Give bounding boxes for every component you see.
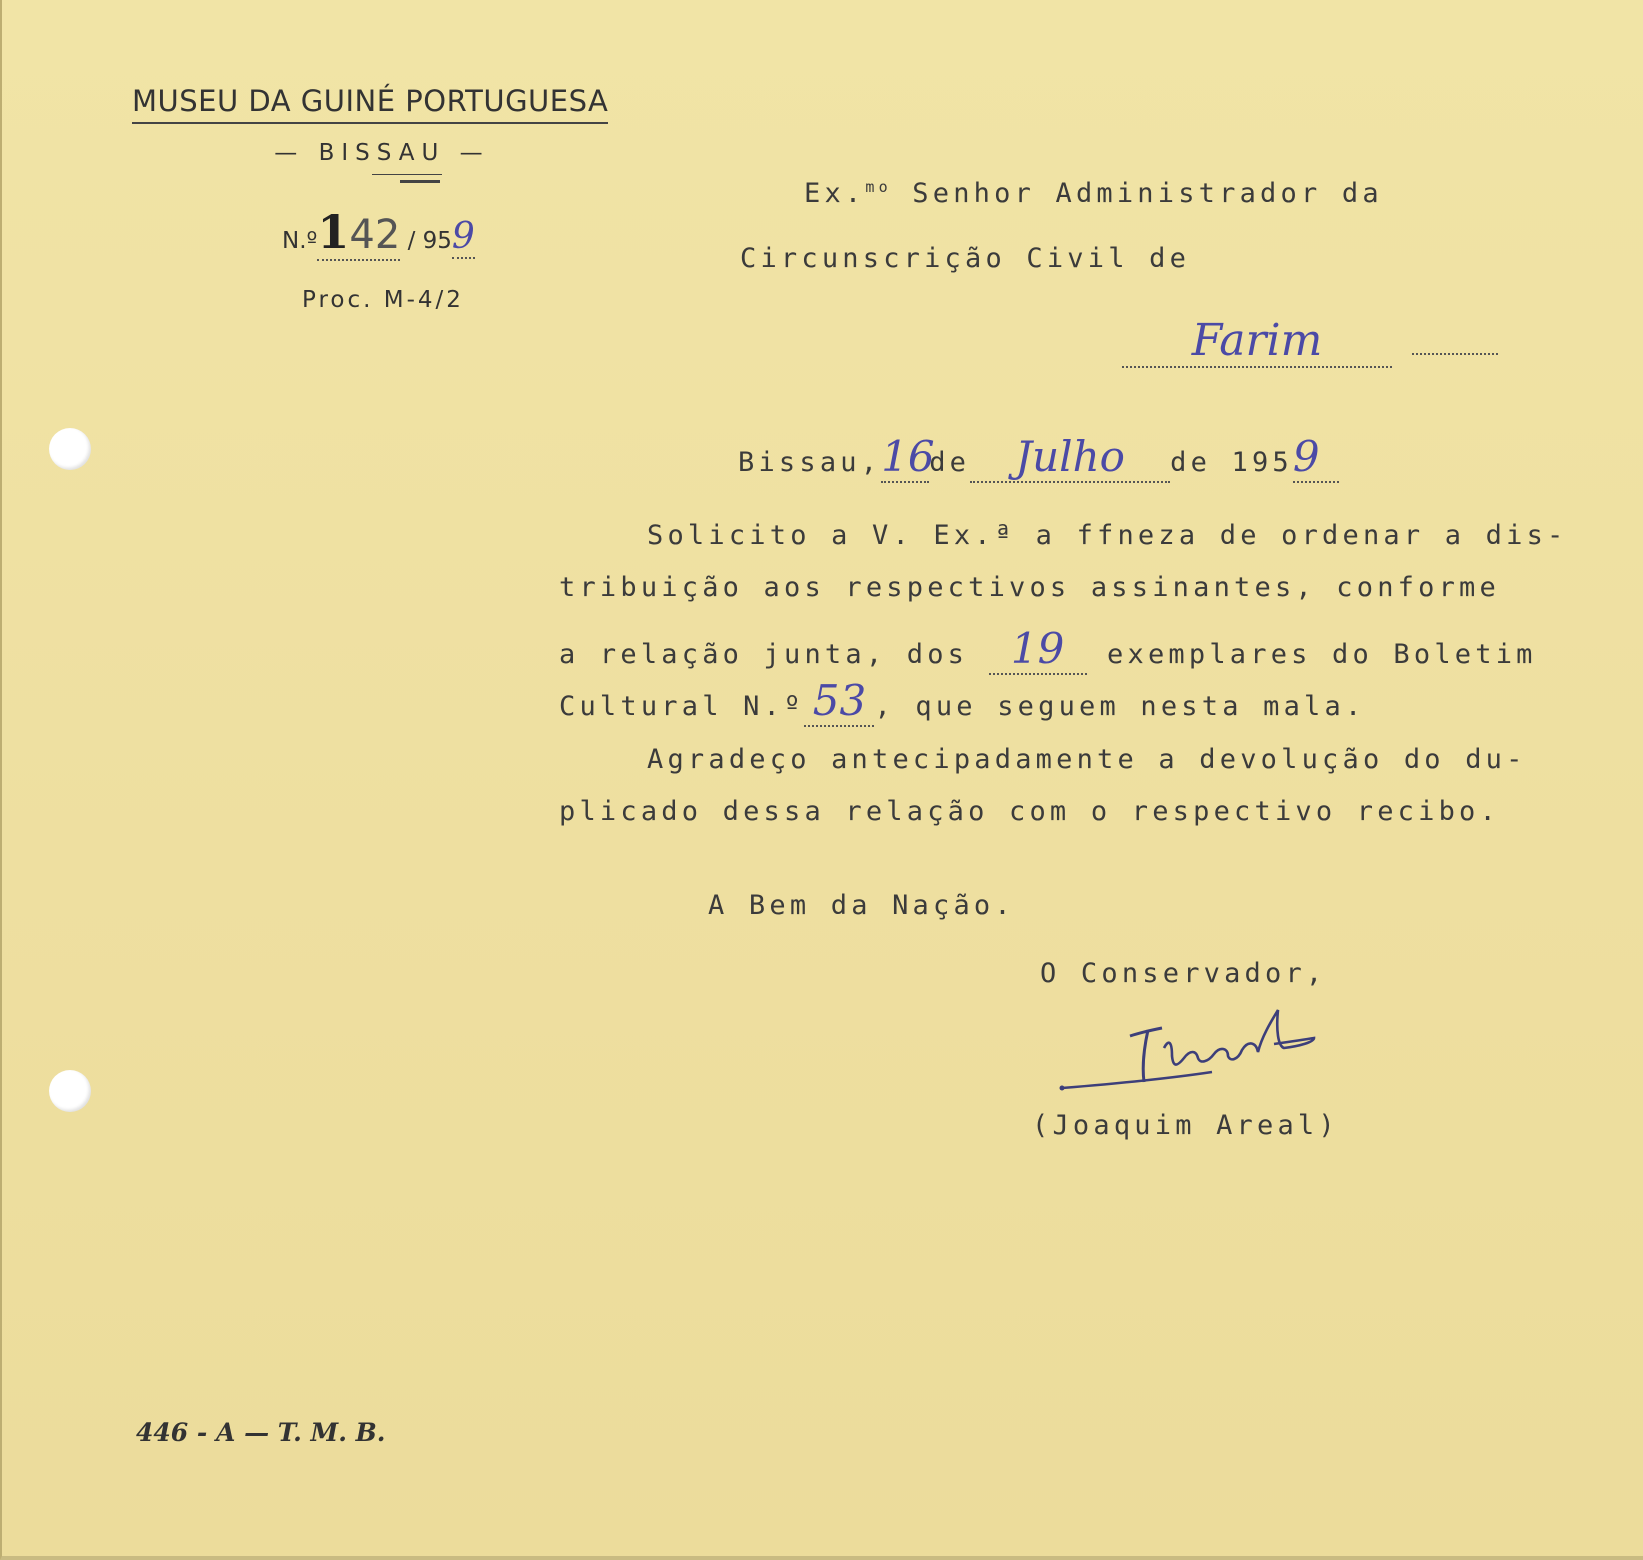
signature-image xyxy=(1052,1000,1342,1100)
number-stamp-faint: 42 xyxy=(349,212,401,258)
number-prefix: N.º xyxy=(282,228,318,254)
issue-handwritten: 53 xyxy=(812,676,867,725)
number-year-handwritten: 9 xyxy=(451,216,475,257)
copies-handwritten: 19 xyxy=(1010,624,1065,673)
date-line xyxy=(738,432,1339,483)
date-city: Bissau, xyxy=(738,447,882,478)
divider xyxy=(400,180,440,183)
date-de: de xyxy=(1170,447,1212,478)
reference-number xyxy=(282,205,475,261)
recipient-line-2: Circunscrição Civil de xyxy=(740,243,1191,274)
location-handwritten: Farim xyxy=(1191,315,1323,366)
institution-city: — BISSAU — xyxy=(274,140,490,166)
recipient-honorific-sup: mo xyxy=(865,178,892,196)
body-text: a relação junta, dos xyxy=(559,639,969,670)
body-p1-line-1: Solicito a V. Ex.ª a ffneza de ordenar a dis- xyxy=(647,520,1568,551)
body-text: exemplares do Boletim xyxy=(1107,639,1537,670)
date-de: de xyxy=(929,447,971,478)
punch-hole-bottom xyxy=(49,1070,91,1112)
date-year-prefix: 195 xyxy=(1231,447,1293,478)
body-p2-line-1: Agradeço antecipadamente a devolução do du- xyxy=(647,744,1527,775)
punch-hole-top xyxy=(49,428,91,470)
institution-name: MUSEU DA GUINÉ PORTUGUESA xyxy=(132,84,608,124)
form-code: 446 - A — T. M. B. xyxy=(136,1418,386,1447)
divider xyxy=(372,174,442,175)
date-year-handwritten: 9 xyxy=(1292,432,1320,481)
recipient-line-1 xyxy=(804,178,1383,209)
recipient-title: Senhor Administrador da xyxy=(891,178,1383,209)
closing-salutation: A Bem da Nação. xyxy=(708,890,1015,921)
body-p1-line-3 xyxy=(559,624,1537,675)
body-p2-line-2: plicado dessa relação com o respectivo recibo. xyxy=(559,796,1500,827)
body-text: , que seguem nesta mala. xyxy=(874,691,1366,722)
number-year: / 95 xyxy=(407,228,452,254)
process-reference: Proc. M-4/2 xyxy=(302,287,464,313)
body-p1-line-4 xyxy=(559,676,1365,727)
number-stamp: 1 xyxy=(317,205,350,259)
date-day-handwritten: 16 xyxy=(881,432,935,481)
recipient-location xyxy=(1122,315,1498,368)
body-p1-line-2: tribuição aos respectivos assinantes, conforme xyxy=(559,572,1500,603)
recipient-honorific: Ex. xyxy=(804,178,866,209)
date-month-handwritten: Julho xyxy=(1015,432,1125,481)
body-text: Cultural N.º xyxy=(559,691,805,722)
letterhead xyxy=(132,84,652,166)
closing-title: O Conservador, xyxy=(1040,958,1327,989)
signatory-name: (Joaquim Areal) xyxy=(1032,1110,1339,1141)
